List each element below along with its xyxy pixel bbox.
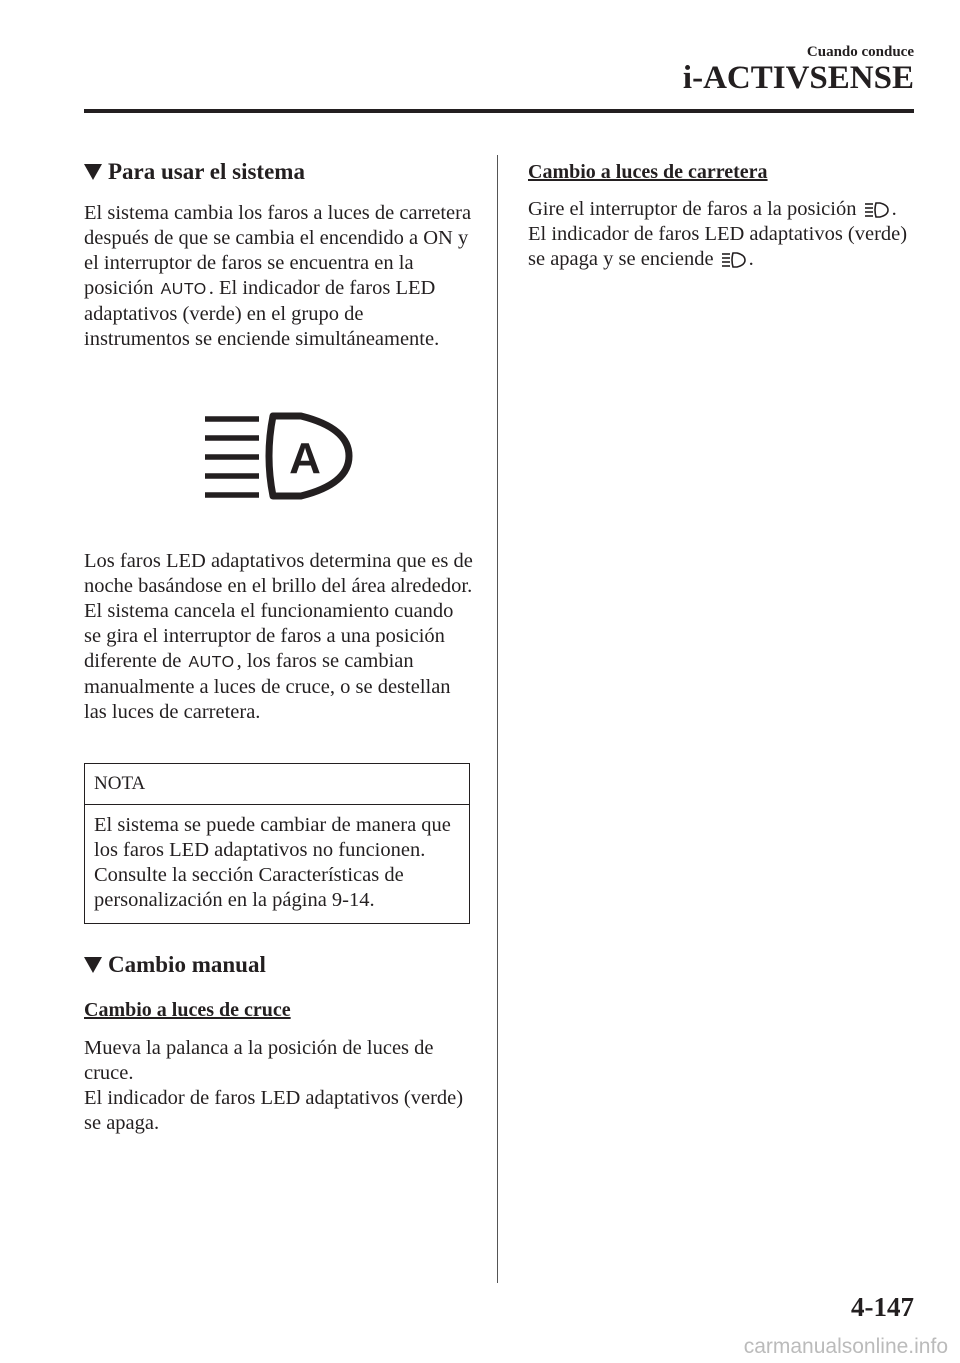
subheading-low-beam: Cambio a luces de cruce (84, 999, 291, 1021)
paragraph-night-detect: Los faros LED adaptativos determina que es de noche basándose en el brillo del área alrededor. (84, 550, 473, 597)
auto-symbol: AUTO (188, 654, 235, 671)
high-beam-icon (721, 252, 747, 268)
paragraph-low-beam-indicator: El indicador de faros LED adaptativos (verde) se apaga. (84, 1087, 464, 1134)
paragraph-cancel: El sistema cancela el funcionamiento cuando se gira el interruptor de faros a una posición diferente de AUTO, los faros se cambian manualmente a luces de cruce, o se destellan las luces de carretera. (84, 600, 454, 723)
page-number: 4-147 (851, 1292, 914, 1322)
triangle-bullet-icon (84, 164, 102, 180)
header-rule (84, 109, 914, 113)
paragraph-use-intro: El sistema cambia los faros a luces de carretera después de que se cambia el encendido a ON y el interruptor de faros se encuentra en la posición AUTO. El indicador de faros LED adaptativos (verde) en el grupo de instrumentos se enciende simultáneamente. (84, 202, 472, 350)
watermark: carmanualsonline.info (743, 1335, 948, 1358)
paragraph-low-beam: Mueva la palanca a la posición de luces de cruce. (84, 1037, 434, 1084)
triangle-bullet-icon (84, 957, 102, 973)
section-heading-manual: Cambio manual (84, 946, 474, 984)
header-chapter: i-ACTIVSENSE (682, 60, 914, 96)
note-title: NOTA (85, 764, 469, 805)
svg-text:A: A (289, 434, 321, 483)
column-divider (497, 155, 498, 1283)
note-box (84, 763, 470, 924)
adaptive-headlight-auto-icon (203, 410, 355, 502)
subheading-high-beam: Cambio a luces de carretera (528, 161, 768, 183)
paragraph-high-beam: Gire el interruptor de faros a la posición . (528, 198, 897, 220)
note-body: El sistema se puede cambiar de manera que los faros LED adaptativos no funcionen. Consulte la sección Características de personalización en la página 9-14. (94, 814, 451, 911)
auto-symbol: AUTO (160, 281, 207, 298)
paragraph-high-beam-indicator: El indicador de faros LED adaptativos (verde) se apaga y se enciende . (528, 223, 908, 270)
right-column (528, 153, 918, 272)
adaptive-led-indicator-figure (84, 410, 474, 507)
header-section: Cuando conduce (806, 44, 914, 60)
high-beam-icon (864, 202, 890, 218)
left-column (84, 153, 474, 1136)
section-heading-use: Para usar el sistema (84, 153, 474, 191)
